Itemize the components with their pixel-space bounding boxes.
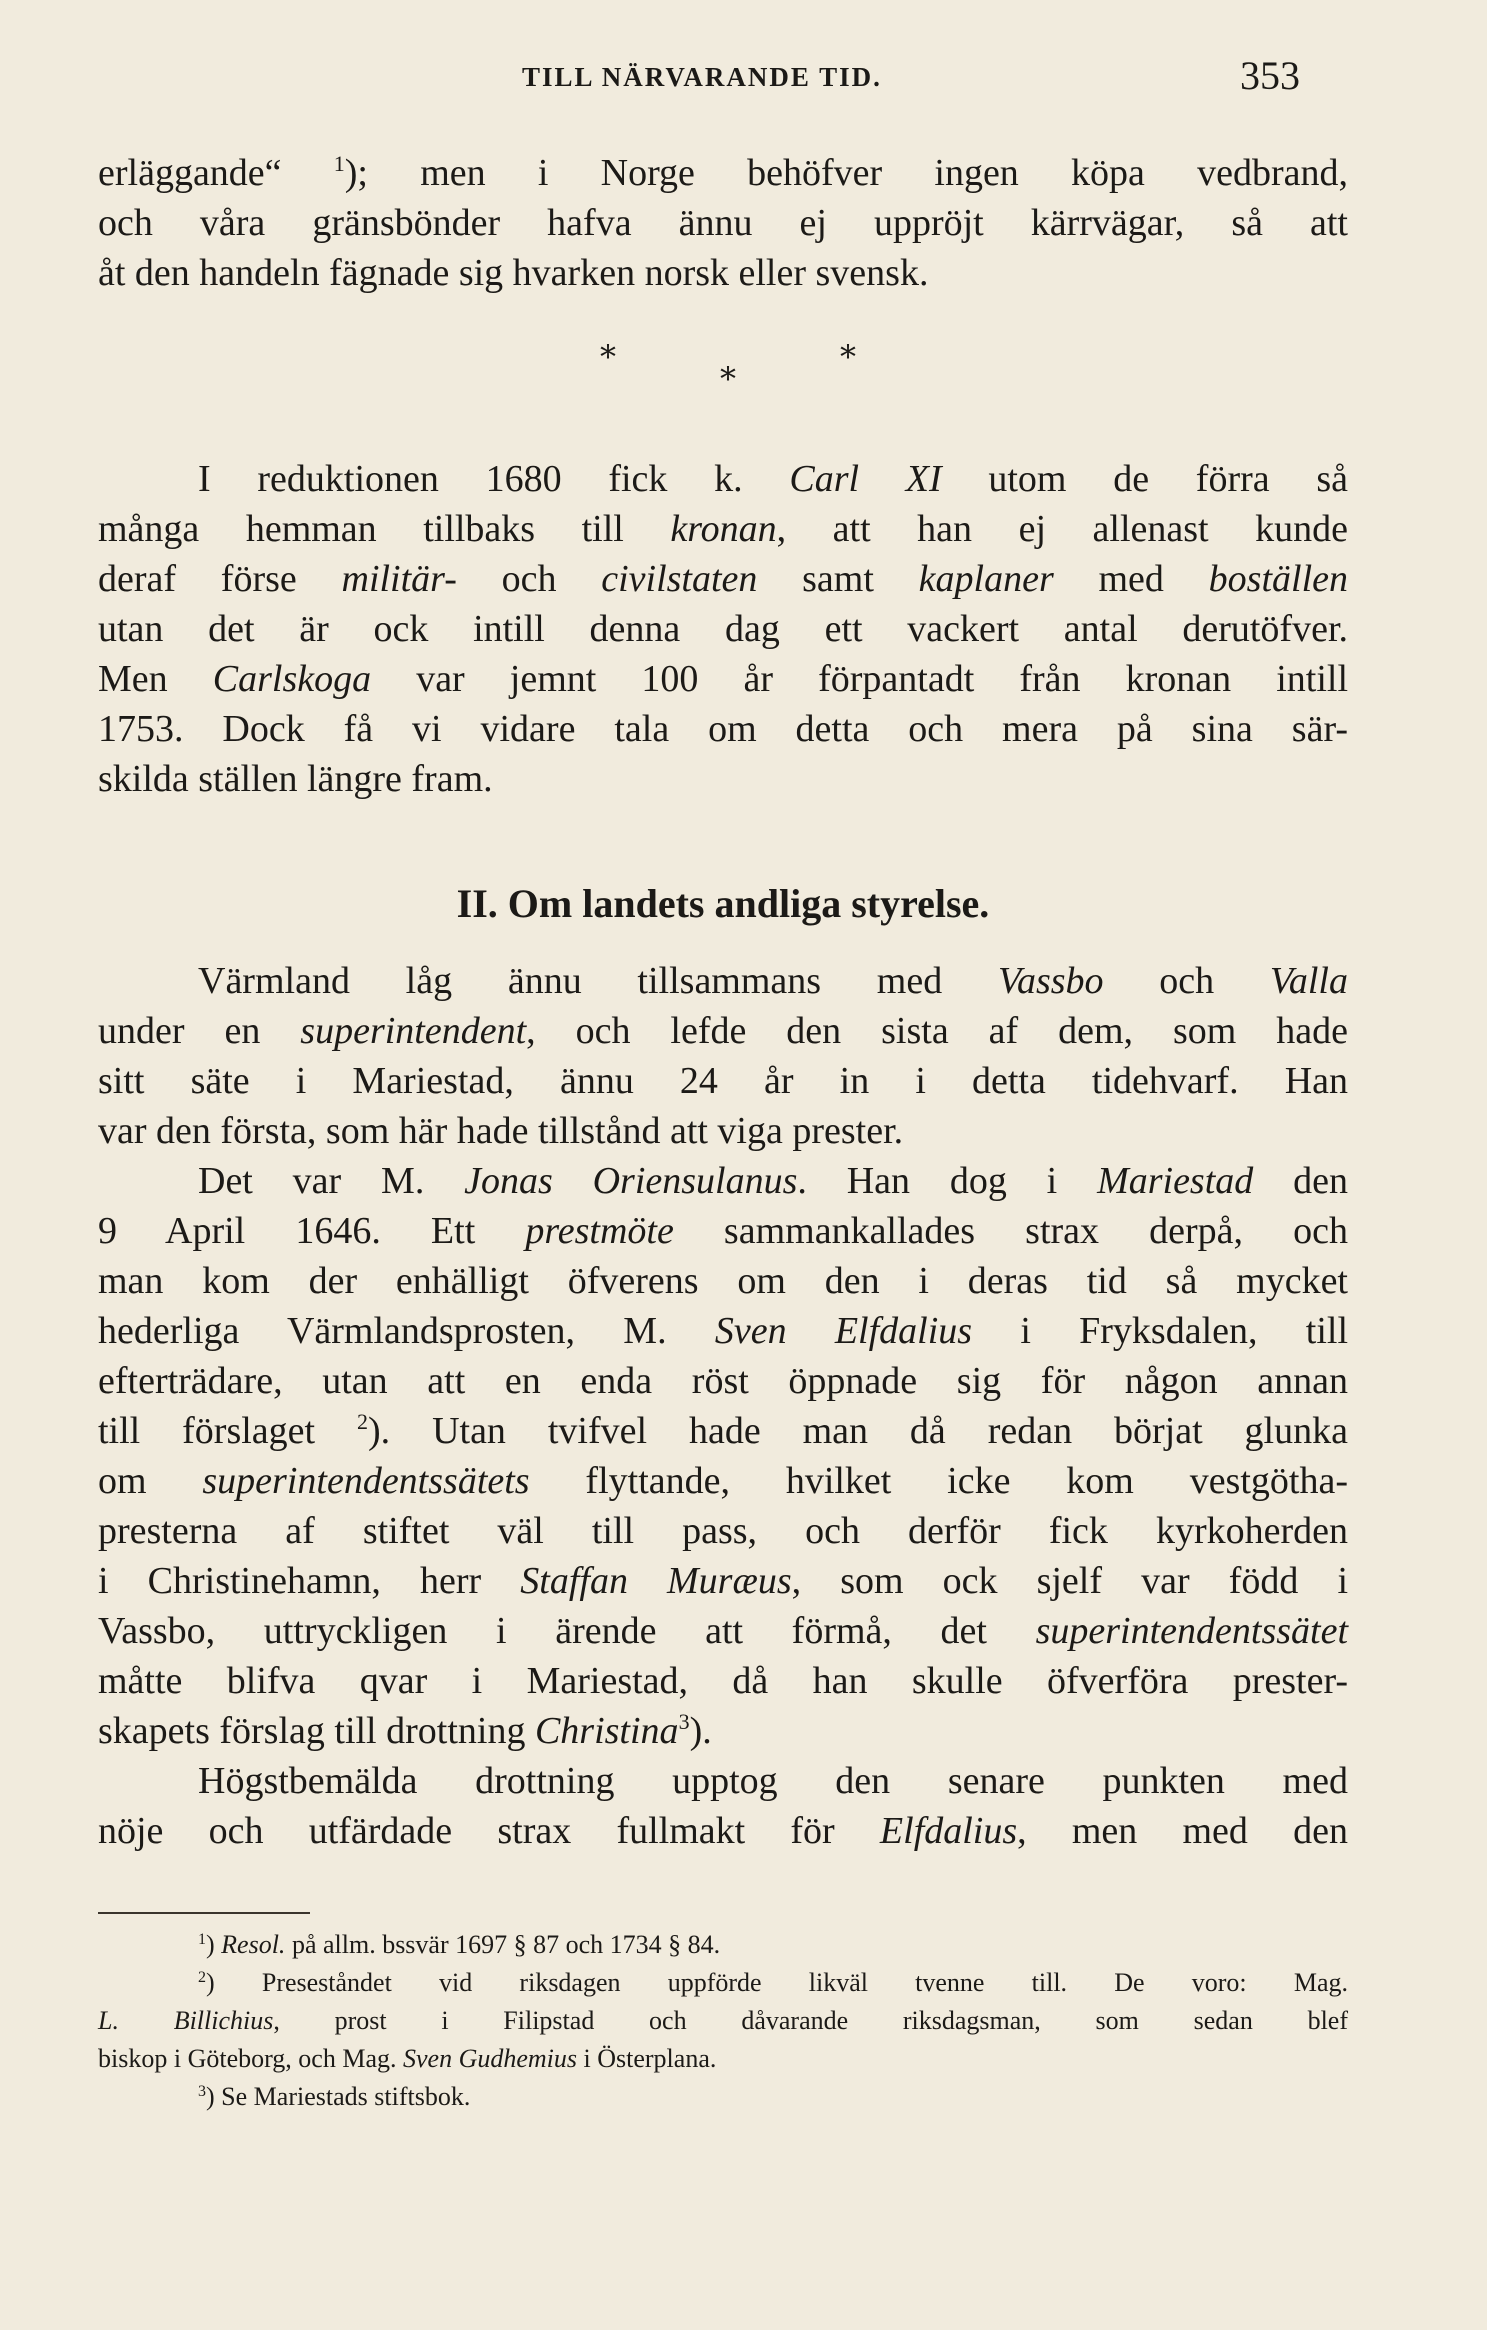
page-number: 353 bbox=[1240, 53, 1300, 98]
text-line: Men Carlskoga var jemnt 100 år förpantadt från kronan intill bbox=[98, 658, 1348, 700]
text-line: presterna af stiftet väl till pass, och derför fick kyrkoherden bbox=[98, 1510, 1348, 1552]
footnote-2: $^2$) Preseståndet vid riksdagen uppförde likväl tvenne till. De voro: Mag. bbox=[198, 1968, 1348, 1997]
text-line: och våra gränsbönder hafva ännu ej uppröjt kärrvägar, så att bbox=[98, 202, 1348, 244]
asterism-star: * bbox=[720, 360, 736, 398]
footnote-3: $^3$) Se Mariestads stiftsbok. bbox=[198, 2082, 471, 2111]
footnote-ref-2: 2 bbox=[357, 1409, 368, 1434]
footnote-divider bbox=[98, 1912, 310, 1914]
text-line: I reduktionen 1680 fick k. Carl XI utom de förra så bbox=[198, 458, 1348, 500]
text-line: under en superintendent, och lefde den sista af dem, som hade bbox=[98, 1010, 1349, 1052]
footnote-1: $^1$) Resol. på allm. bssvär 1697 § 87 och 1734 § 84. bbox=[198, 1930, 721, 1959]
footnote-2-continued: L. Billichius, prost i Filipstad och dåvarande riksdagsman, som sedan blef bbox=[98, 2006, 1348, 2035]
text-line: 9 April 1646. Ett prestmöte sammankallades strax derpå, och bbox=[98, 1210, 1348, 1252]
asterism-star: * bbox=[600, 338, 616, 376]
text-line: nöje och utfärdade strax fullmakt för Elfdalius, men med den bbox=[98, 1810, 1348, 1852]
text-line: skilda ställen längre fram. bbox=[98, 758, 493, 800]
text-line: skapets förslag till drottning Christina$^3$). bbox=[98, 1709, 712, 1752]
footnote-ref-3: 3 bbox=[678, 1709, 690, 1734]
footnotes bbox=[98, 1926, 1348, 2116]
text-line: var den första, som här hade tillstånd att viga prester. bbox=[98, 1110, 904, 1152]
text-line: erläggande“ $^1$); men i Norge behöfver ingen köpa vedbrand, bbox=[98, 151, 1348, 194]
text-line: Vassbo, uttryckligen i ärende att förmå, det superintendentssätet bbox=[98, 1610, 1348, 1652]
text-line: åt den handeln fägnade sig hvarken norsk eller svensk. bbox=[98, 252, 929, 294]
section-heading: II. Om landets andliga styrelse. bbox=[456, 881, 990, 926]
text-line: 1753. Dock få vi vidare tala om detta och mera på sina sär- bbox=[98, 708, 1348, 750]
text-line: Det var M. Jonas Oriensulanus. Han dog i Mariestad den bbox=[198, 1160, 1348, 1202]
text-line: man kom der enhälligt öfverens om den i deras tid så mycket bbox=[98, 1260, 1348, 1302]
asterism bbox=[560, 338, 880, 398]
running-title: TILL NÄRVARANDE TID. bbox=[522, 62, 882, 92]
footnote-2-continued: biskop i Göteborg, och Mag. Sven Gudhemius i Österplana. bbox=[98, 2044, 717, 2073]
text-line: om superintendentssätets flyttande, hvilket icke kom vestgötha- bbox=[98, 1460, 1348, 1502]
text-line: till förslaget $^2$). Utan tvifvel hade man då redan börjat glunka bbox=[98, 1409, 1348, 1452]
text-line: utan det är ock intill denna dag ett vackert antal derutöfver. bbox=[98, 608, 1348, 650]
paragraph-church-government bbox=[98, 956, 1348, 1856]
text-line: Högstbemälda drottning upptog den senare punkten med bbox=[198, 1760, 1348, 1802]
text-line: hederliga Värmlandsprosten, M. Sven Elfdalius i Fryksdalen, till bbox=[98, 1310, 1349, 1352]
text-line: måtte blifva qvar i Mariestad, då han skulle öfverföra prester- bbox=[98, 1660, 1348, 1702]
text-line: deraf förse militär- och civilstaten samt kaplaner med boställen bbox=[98, 558, 1348, 600]
text-line: sitt säte i Mariestad, ännu 24 år in i detta tidehvarf. Han bbox=[98, 1060, 1348, 1102]
asterism-star: * bbox=[840, 338, 856, 376]
paragraph-continuation bbox=[98, 148, 1348, 298]
text-line: efterträdare, utan att en enda röst öppnade sig för någon annan bbox=[98, 1360, 1348, 1402]
text-line: i Christinehamn, herr Staffan Muræus, som ock sjelf var född i bbox=[98, 1560, 1349, 1602]
paragraph-reduction bbox=[98, 454, 1348, 804]
page-header bbox=[98, 52, 1300, 102]
text-line: Värmland låg ännu tillsammans med Vassbo och Valla bbox=[198, 960, 1348, 1002]
text-line: många hemman tillbaks till kronan, att han ej allenast kunde bbox=[98, 508, 1348, 550]
footnote-ref-1: 1 bbox=[333, 151, 345, 176]
